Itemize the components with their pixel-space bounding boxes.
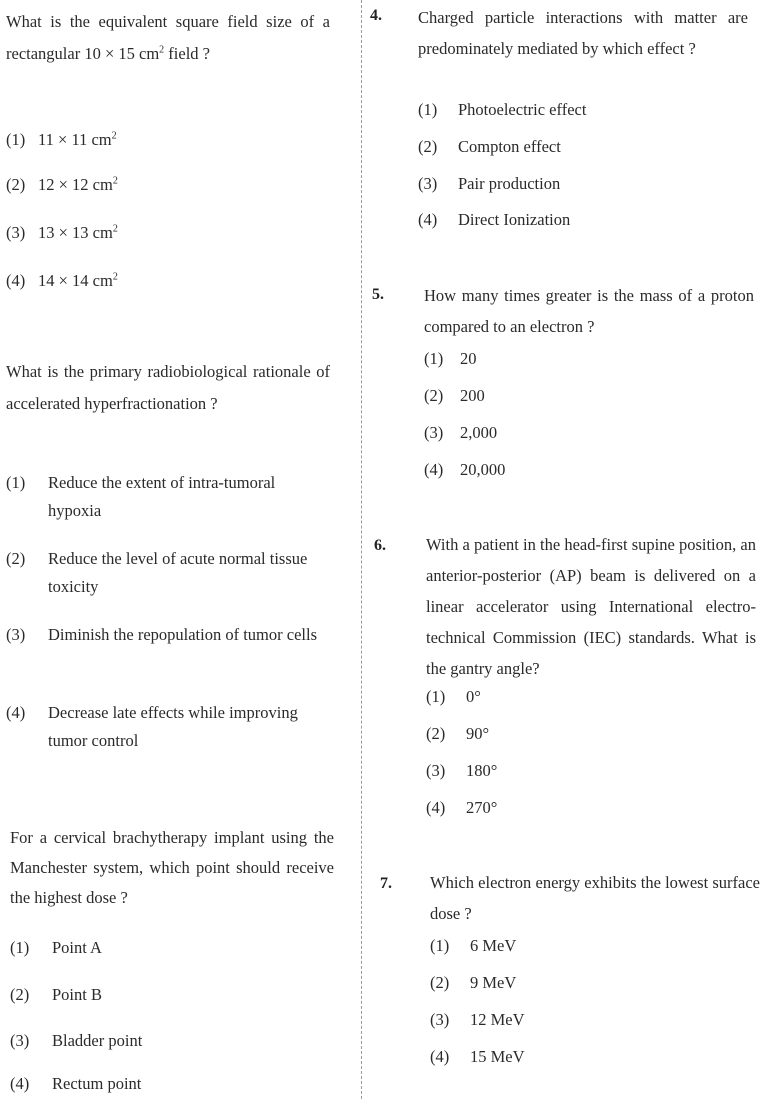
q5-option-4: (4) 20,000 — [424, 460, 506, 479]
q1-superscript: 2 — [159, 44, 165, 56]
q1-option-4: (4) 14 × 14 $cm^2$ — [6, 271, 118, 290]
question-stem: Charged particle interactions with matter are predominately mediated by which effect ? — [418, 8, 748, 58]
q6-option-3: (3) 180° — [426, 761, 498, 780]
q7-option-1: (1) 6 MeV — [430, 936, 517, 955]
column-divider — [361, 0, 362, 1099]
q7-option-3: (3) 12 MeV — [430, 1010, 525, 1029]
q7-option-4: (4) 15 MeV — [430, 1047, 525, 1066]
superscript-two: 2 — [111, 130, 117, 142]
question-4 — [418, 2, 748, 64]
superscript-two: 2 — [112, 223, 118, 235]
q4-option-4: (4) Direct Ionization — [418, 210, 571, 229]
q5-number: 5. — [372, 286, 384, 303]
q4-number: 4. — [370, 7, 382, 24]
q1-option-1: (1) 11 × 11 $cm^2$ — [6, 130, 117, 149]
question-stem: Which electron energy exhibits the lowest surface dose ? — [430, 873, 760, 923]
question-stem: How many times greater is the mass of a proton compared to an electron ? — [424, 286, 754, 336]
q1-option-3: (3) 13 × 13 $cm^2$ — [6, 223, 118, 242]
question-stem: For a cervical brachytherapy implant using the Manchester system, which point should receive the highest dose ? — [10, 828, 334, 907]
question-5 — [424, 280, 754, 342]
q6-option-2: (2) 90° — [426, 724, 490, 743]
question-stem: With a patient in the head-first supine position, an anterior-posterior (AP) beam is delivered on a linear accelerator using International electro-technical Commission (IEC) standards. What is the gantry angle? — [426, 535, 756, 678]
q6-option-1: (1) 0° — [426, 687, 481, 706]
question-stem — [6, 6, 330, 70]
question-stem: What is the primary radiobiological rationale of accelerated hyperfractionation ? — [6, 362, 330, 413]
question-7 — [430, 867, 760, 929]
q2-option-2: (2) Reduce the level of acute normal tissue toxicity — [6, 549, 308, 596]
q1-stem-line-2: field ? — [164, 44, 210, 63]
q3-option-2: (2) Point B — [10, 985, 102, 1004]
question-2 — [6, 356, 330, 420]
q6-option-4: (4) 270° — [426, 798, 498, 817]
q3-option-3: (3) Bladder point — [10, 1031, 143, 1050]
q1-option-2: (2) 12 × 12 $cm^2$ — [6, 175, 118, 194]
q5-option-3: (3) 2,000 — [424, 423, 498, 442]
superscript-two: 2 — [112, 175, 118, 187]
question-3 — [10, 823, 334, 913]
q2-option-3: (3) Diminish the repopulation of tumor cells — [6, 625, 317, 644]
q6-number: 6. — [374, 537, 386, 554]
question-6 — [426, 529, 756, 684]
q5-option-2: (2) 200 — [424, 386, 485, 405]
q4-option-3: (3) Pair production — [418, 174, 561, 193]
question-1 — [6, 6, 330, 70]
superscript-two: 2 — [112, 271, 118, 283]
q7-option-2: (2) 9 MeV — [430, 973, 517, 992]
q4-option-2: (2) Compton effect — [418, 137, 561, 156]
q5-option-1: (1) 20 — [424, 349, 477, 368]
q4-option-1: (1) Photoelectric effect — [418, 100, 587, 119]
q2-option-1: (1) Reduce the extent of intra-tumoral hypoxia — [6, 473, 276, 520]
q1-stem-line-1: What is the equivalent square field size of a rectangular 10 × 15 cm — [6, 12, 330, 63]
q7-number: 7. — [380, 875, 392, 892]
q3-option-1: (1) Point A — [10, 938, 102, 957]
q3-option-4: (4) Rectum point — [10, 1074, 142, 1093]
q2-option-4: (4) Decrease late effects while improving tumor control — [6, 703, 298, 750]
